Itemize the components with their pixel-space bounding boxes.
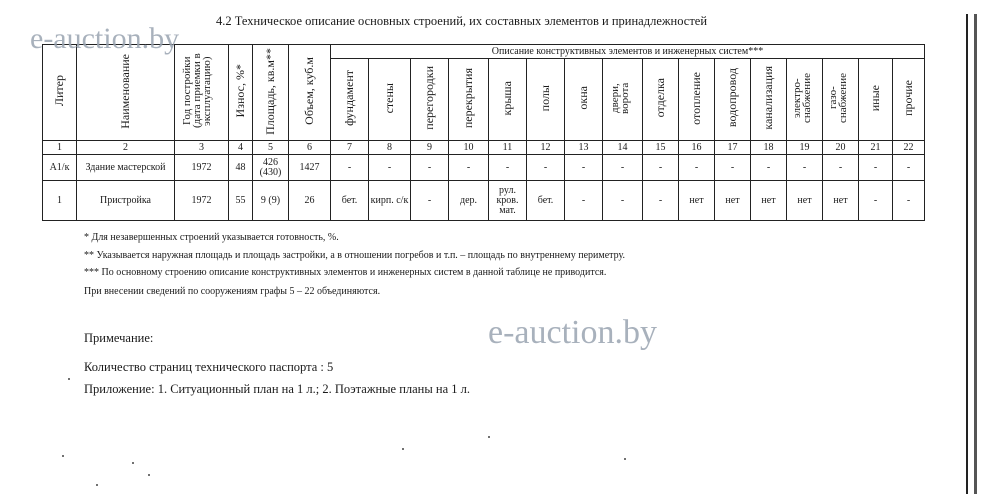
attachment-line: Приложение: 1. Ситуационный план на 1 л.; 2. Поэтажные планы на 1 л. xyxy=(84,382,470,396)
col-number: 5 xyxy=(253,141,289,155)
header-foundation: фундамент xyxy=(342,70,356,126)
col-number: 21 xyxy=(859,141,893,155)
table-cell: 9 (9) xyxy=(253,181,289,221)
header-area: Площадь, кв.м** xyxy=(263,47,277,135)
table-cell: 1972 xyxy=(175,155,229,181)
table-cell: - xyxy=(859,155,893,181)
col-number: 15 xyxy=(643,141,679,155)
table-cell: - xyxy=(411,155,449,181)
header-finishing: отделка xyxy=(653,78,667,118)
col-number: 8 xyxy=(369,141,411,155)
col-number: 12 xyxy=(527,141,565,155)
col-number: 18 xyxy=(751,141,787,155)
header-name: Наименование xyxy=(118,53,132,129)
technical-description-table xyxy=(42,44,925,221)
table-cell: - xyxy=(527,155,565,181)
table-cell: - xyxy=(565,155,603,181)
footnote-4: При внесении сведений по сооружениям графы 5 – 22 объединяются. xyxy=(84,286,381,297)
table-cell: - xyxy=(449,155,489,181)
scan-speck xyxy=(132,462,134,464)
scan-speck xyxy=(96,484,98,486)
table-cell: Здание мастерской xyxy=(77,155,175,181)
table-row xyxy=(43,155,925,181)
table-cell: - xyxy=(411,181,449,221)
col-number: 14 xyxy=(603,141,643,155)
col-number: 22 xyxy=(893,141,925,155)
col-number: 16 xyxy=(679,141,715,155)
footnote-3: *** По основному строению описание конструктивных элементов и инженерных систем в данной таблице не приводится. xyxy=(84,267,607,278)
header-doors: двери, ворота xyxy=(608,82,631,114)
header-floors-overlap: перекрытия xyxy=(461,67,475,129)
header-windows: окна xyxy=(576,86,590,110)
table-cell: 55 xyxy=(229,181,253,221)
table-cell: - xyxy=(823,155,859,181)
table-cell: - xyxy=(643,155,679,181)
note-label: Примечание: xyxy=(84,331,154,345)
table-cell: - xyxy=(331,155,369,181)
col-number: 19 xyxy=(787,141,823,155)
header-partitions: перегородки xyxy=(422,66,436,130)
table-cell: - xyxy=(603,181,643,221)
header-floors: полы xyxy=(538,84,552,112)
table-cell: - xyxy=(751,155,787,181)
header-volume: Объем, куб.м xyxy=(302,57,316,125)
table-row xyxy=(43,181,925,221)
col-number: 3 xyxy=(175,141,229,155)
pages-count: Количество страниц технического паспорта : 5 xyxy=(84,360,334,374)
col-number: 17 xyxy=(715,141,751,155)
header-water: водопровод xyxy=(725,68,739,128)
table-cell: - xyxy=(715,155,751,181)
table-cell: - xyxy=(787,155,823,181)
col-number: 4 xyxy=(229,141,253,155)
header-electricity: электро-снабжение xyxy=(790,73,813,123)
scan-speck xyxy=(68,378,70,380)
table-cell: - xyxy=(679,155,715,181)
table-cell: А1/к xyxy=(43,155,77,181)
col-number: 6 xyxy=(289,141,331,155)
scan-speck xyxy=(624,458,626,460)
watermark-logo: e-auction.by xyxy=(488,314,657,351)
col-number: 7 xyxy=(331,141,369,155)
page-edge-line xyxy=(974,14,977,494)
col-number: 2 xyxy=(77,141,175,155)
header-heating: отопление xyxy=(689,71,703,125)
scan-speck xyxy=(402,448,404,450)
table-cell: - xyxy=(565,181,603,221)
header-wear: Износ, %* xyxy=(233,64,247,118)
footnote-2: ** Указывается наружная площадь и площадь застройки, а в отношении погребов и т.п. – площадь по внутреннему периметру. xyxy=(84,250,626,261)
table-cell: бет. xyxy=(331,181,369,221)
table-cell: - xyxy=(489,155,527,181)
col-number: 11 xyxy=(489,141,527,155)
scan-speck xyxy=(148,474,150,476)
header-liter: Литер xyxy=(52,75,66,107)
page-edge-line xyxy=(966,14,968,494)
header-year: Год постройки (дата приемки в эксплуатацию) xyxy=(180,53,213,129)
table-cell: бет. xyxy=(527,181,565,221)
table-cell: 1972 xyxy=(175,181,229,221)
table-cell: кирп. с/к xyxy=(369,181,411,221)
table-cell: 48 xyxy=(229,155,253,181)
col-number: 13 xyxy=(565,141,603,155)
table-cell: 1427 xyxy=(289,155,331,181)
footnote-1: * Для незавершенных строений указывается готовность, %. xyxy=(84,232,339,243)
table-cell: нет xyxy=(751,181,787,221)
table-cell: 426 (430) xyxy=(253,155,289,181)
table-cell: - xyxy=(643,181,679,221)
col-number: 1 xyxy=(43,141,77,155)
header-other: иные xyxy=(868,84,882,112)
table-cell: - xyxy=(893,181,925,221)
table-cell: нет xyxy=(715,181,751,221)
scan-speck xyxy=(62,455,64,457)
table-cell: Пристройка xyxy=(77,181,175,221)
watermark-logo: e-auction.by xyxy=(30,22,180,55)
table-cell: - xyxy=(859,181,893,221)
table-cell: нет xyxy=(679,181,715,221)
header-gas: газо-снабжение xyxy=(826,73,849,123)
col-number: 9 xyxy=(411,141,449,155)
table-cell: 1 xyxy=(43,181,77,221)
header-walls: стены xyxy=(382,82,396,114)
col-number: 10 xyxy=(449,141,489,155)
table-cell: - xyxy=(893,155,925,181)
table-cell: 26 xyxy=(289,181,331,221)
header-misc: прочие xyxy=(901,80,915,116)
header-sewerage: канализация xyxy=(761,66,775,130)
header-roof: крыша xyxy=(500,80,514,116)
table-cell: - xyxy=(603,155,643,181)
table-cell: дер. xyxy=(449,181,489,221)
table-cell: нет xyxy=(787,181,823,221)
column-numbers-row xyxy=(43,141,925,155)
table-cell: рул. кров. мат. xyxy=(489,181,527,221)
section-title: 4.2 Техническое описание основных строений, их составных элементов и принадлежностей xyxy=(216,14,708,28)
table-cell: - xyxy=(369,155,411,181)
scan-speck xyxy=(488,436,490,438)
header-group-description: Описание конструктивных элементов и инженерных систем*** xyxy=(331,45,925,59)
table-cell: нет xyxy=(823,181,859,221)
col-number: 20 xyxy=(823,141,859,155)
